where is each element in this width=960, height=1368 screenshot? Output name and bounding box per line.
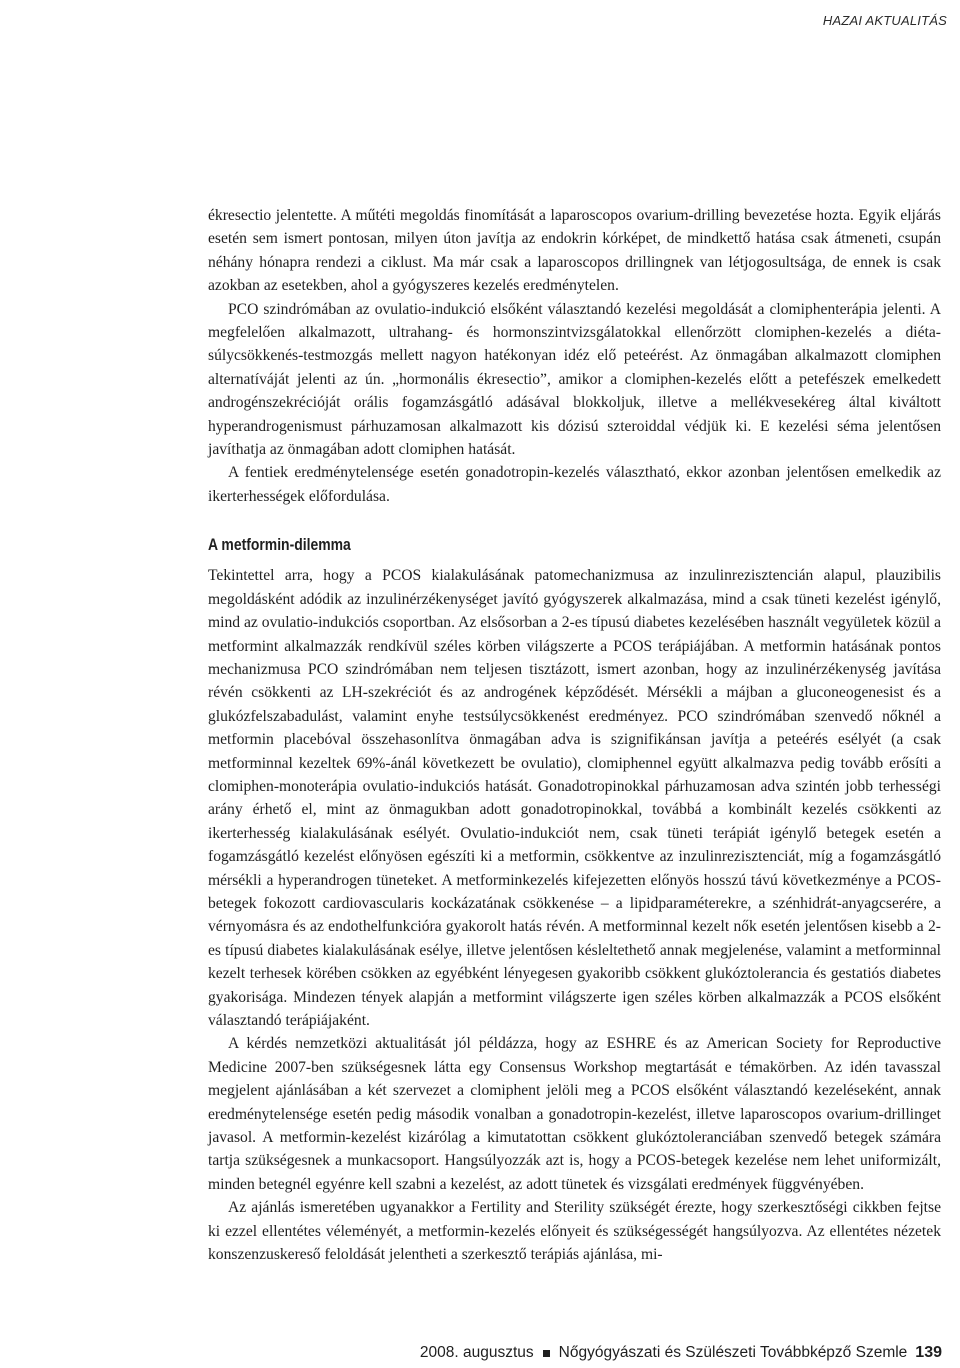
paragraph: Az ajánlás ismeretében ugyanakkor a Fertility and Sterility szükségét érezte, hogy szerkesztőségi cikkben fejtse ki ezzel ellentétes véleményét, a metformin-kezelés előnyeit és szükségességét hangsúlyozva. Az ellentétes nézetek konszenzuskereső feloldását jelentheti a szerkesztő terápiás ajánlása, mi- bbox=[208, 1199, 941, 1264]
page-number: 139 bbox=[915, 1344, 942, 1361]
section-heading: A metformin-dilemma bbox=[208, 535, 351, 555]
paragraph: Tekintettel arra, hogy a PCOS kialakulásának patomechanizmusa az inzulinrezisztencián alapul, plauzibilis megoldásként adódik az inzulinérzékenységet javító gyógyszerek alkalmazása, mind a csak tüneti kezelést igénylő, mind az ovulatio-indukciós csoportban. Az elsősorban a 2-es típusú diabetes kezelésében használt vegyületek közül a metformint alkalmazzák rendkívül széles körben világszerte a PCOS terápiájában. A metformin hatásának pontos mechanizmusa PCO szindrómában nem teljesen tisztázott, ismert azonban, hogy az inzulinérzékenység javítása révén csökkenti az LH-szekréciót és az androgének képződését. Mérsékli a májban a gluconeogenesist és a glukózfelszabadulást, valamint enyhe testsúlycsökkenést eredményez. PCO szindrómában szenvedő nőknél a metformin placebóval összehasonlítva önmagában adva is szignifikánsan javítja a peteérés esélyét (a csak metforminnal kezeltek 69%-ánál következett be ovulatio), clomiphennel együtt alkalmazva pedig tovább erősíti a clomiphen-monoterápia ovulatio-indukciós hatását. Gonadotropinokkal párhuzamosan adva szintén jobb terhességi arány érhető el, mint az önmagukban adott gonadotropinokkal, továbbá a kombinált kezelés csökkenti az ikerterhesség kialakulásának esélyét. Ovulatio-indukciót nem, csak tüneti terápiát igénylő betegek esetén a fogamzásgátló kezelést előnyösen egészíti ki a metformin, csökkentve az inzulinrezisztenciát, míg a fogamzásgátló mérsékli a hyperandrogen tüneteket. A metforminkezelés kifejezetten előnyös hosszú távú következménye a PCOS-betegek fokozott cardiovascularis kockázatának csökkenése – a lipidparaméterekre, a szénhidrát-anyagcserére, a vérnyomásra és az endothelfunkcióra gyakorolt hatás révén. A metforminnal kezelt nők esetén jelentősen kisebb a 2-es típusú diabetes kialakulásának esélye, illetve jelentősen késleltethető annak megjelenése, valamint a metforminnal kezelt terhesek körében csökken az egyébként lényegesen gyakoribb csökkent glukóztolerancia és gestatiós diabetes gyakorisága. Mindezen tények alapján a metformint világszerte igen széles körben alkalmazzák a PCOS elsőként választandó terápiájaként. bbox=[208, 567, 941, 1029]
square-separator-icon bbox=[543, 1350, 550, 1357]
page-footer bbox=[420, 1344, 942, 1362]
paragraph: A kérdés nemzetközi aktualitását jól példázza, hogy az ESHRE és az American Society for Reproductive Medicine 2007-ben szükségesnek látta egy Consensus Workshop megtartását e témakörben. Az idén tavasszal megjelent ajánlásában a két szervezet a clomiphent jelöli meg a PCOS elsőként választandó kezeléseként, annak eredménytelensége esetén pedig második vonalban a gonadotropin-kezelést, illetve laparoscopos ovarium-drillinget javasol. A metformin-kezelést kizárólag a kimutatottan csökkent glukóztoleranciában szenvedő betegek számára tartja szükségesnek a munkacsoport. Hangsúlyozzák azt is, hogy a PCOS-betegek kezelése nem lehet uniformizált, minden betegnél egyénre kell szabni a kezelést, az adott tünetek és vizsgálati eredmények függvényében. bbox=[208, 1035, 941, 1193]
paragraph: PCO szindrómában az ovulatio-indukció elsőként választandó kezelési megoldását a clomiphenterápia jelenti. A megfelelően alkalmazott, ultrahang- és hormonszintvizsgálatokkal ellenőrzött clomiphen-kezelés a diéta-súlycsökkenés-testmozgás mellett nagyon hatékonyan idéz elő peteérést. Az önmagában alkalmazott clomiphen alternatíváját jelenti az ún. „hormonális ékresectio”, amikor a clomiphen-kezelés előtt a petefészek emelkedett androgénszekrécióját orális fogamzásgátló adásával blokkoljuk, illetve a mellékvesekéreg által kiváltott hyperandrogenismust párhuzamosan alkalmazott kis dózisú szteroiddal védjük ki. E kezelési séma jelentősen javíthatja az önmagában adott clomiphen hatását. bbox=[208, 300, 941, 459]
journal-title: Nőgyógyászati és Szülészeti Továbbképző Szemle bbox=[558, 1344, 908, 1361]
running-head: HAZAI AKTUALITÁS bbox=[822, 13, 947, 28]
paragraph: A fentiek eredménytelensége esetén gonadotropin-kezelés választható, ekkor azonban jelentősen emelkedik az ikerterhességek előfordulása. bbox=[208, 464, 941, 505]
issue-date: 2008. augusztus bbox=[419, 1344, 534, 1361]
article-body bbox=[208, 204, 941, 1266]
paragraph: ékresectio jelentette. A műtéti megoldás finomítását a laparoscopos ovarium-drilling bevezetése hozta. Egyik eljárás esetén sem ismert pontosan, milyen úton javítja az endokrin kórképet, de mindkettő hatása csak átmeneti, csupán néhány hónapra rendezi a ciklust. Ma már csak a laparoscopos drillingnek van létjogosultsága, de ennek is csak azokban az esetekben, ahol a gyógyszeres kezelés eredménytelen. bbox=[208, 207, 941, 295]
